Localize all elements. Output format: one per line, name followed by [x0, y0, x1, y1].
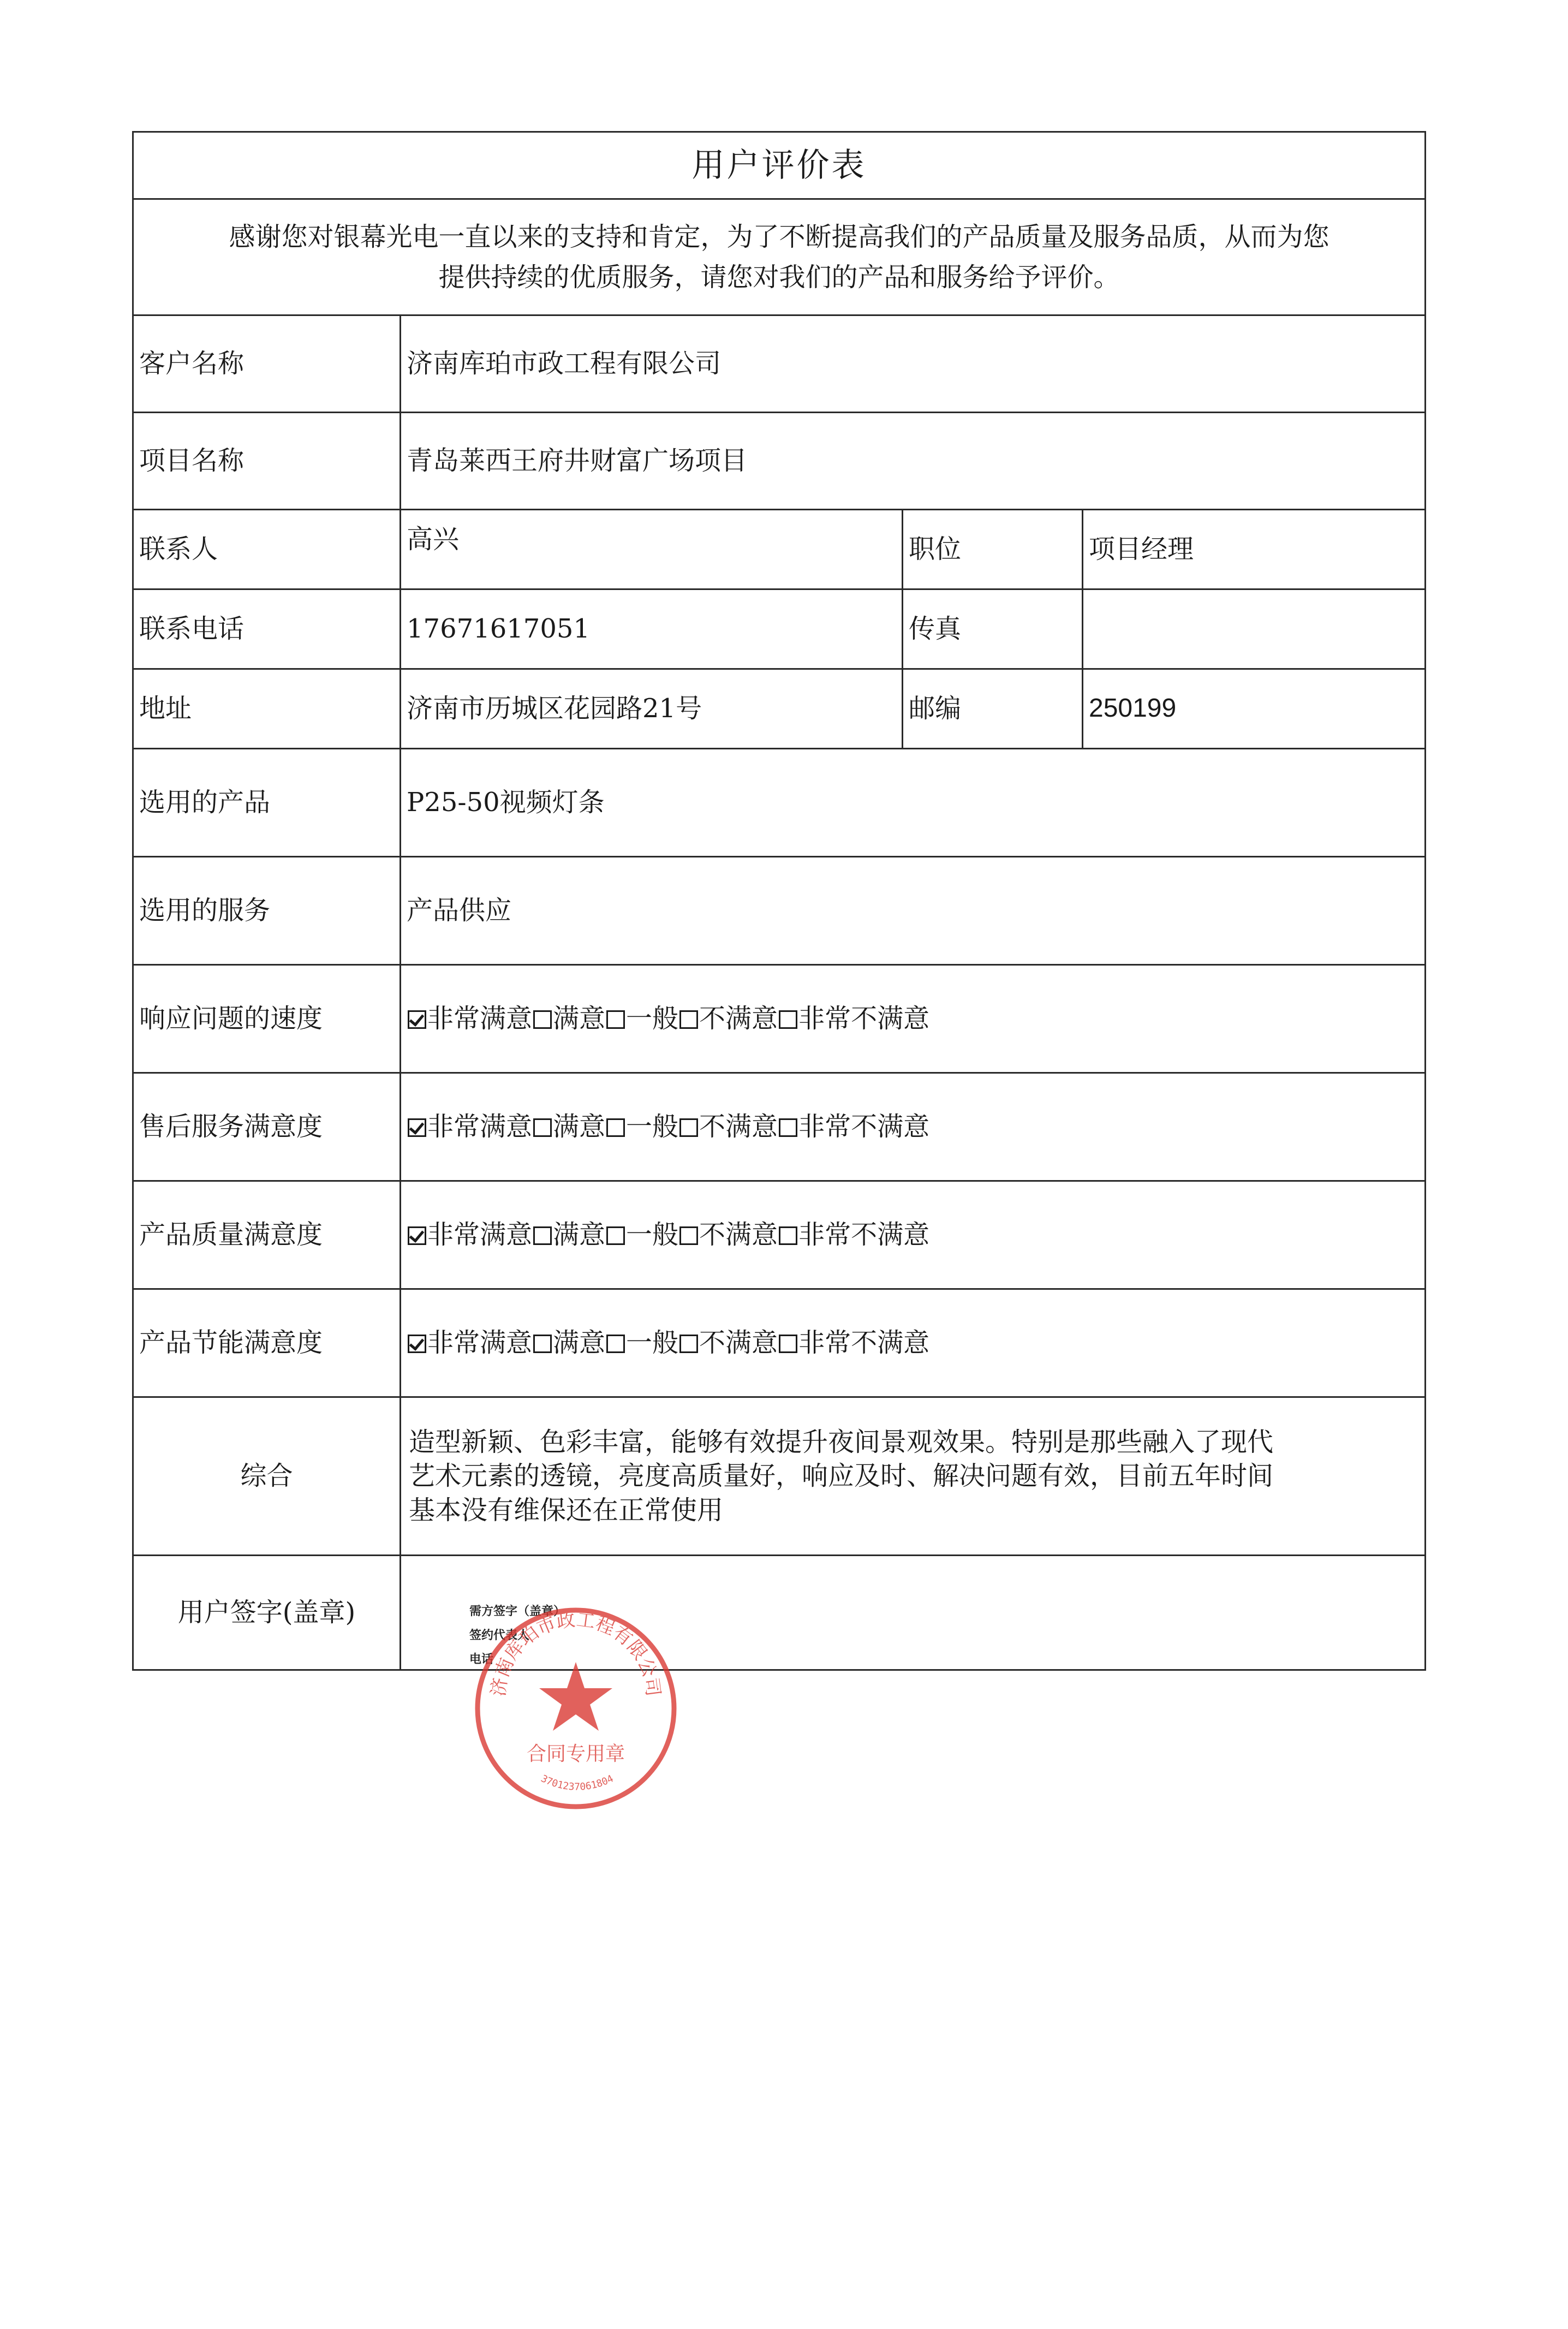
rating-options	[401, 1073, 1426, 1181]
rating-row	[133, 1073, 1426, 1181]
postcode-value: 250199	[1083, 669, 1426, 749]
signature-label: 用户签字(盖章)	[133, 1556, 401, 1670]
checkbox-icon[interactable]	[606, 1226, 625, 1245]
fax-label: 传真	[903, 589, 1083, 669]
signature-line-1: 需方签字（盖章）	[469, 1604, 566, 1618]
rating-options	[401, 1289, 1426, 1397]
checkbox-icon[interactable]	[679, 1226, 698, 1245]
phone-value: 17671617051	[401, 589, 903, 669]
checkbox-icon[interactable]	[679, 1335, 698, 1353]
rating-option-label: 非常满意	[427, 1219, 533, 1250]
checkbox-icon[interactable]	[606, 1010, 625, 1029]
rating-row	[133, 1289, 1426, 1397]
product-value: P25-50视频灯条	[401, 749, 1426, 857]
rating-row	[133, 1181, 1426, 1289]
rating-option-label: 满意	[553, 1003, 606, 1034]
checkbox-icon[interactable]	[408, 1226, 426, 1245]
summary-label: 综合	[133, 1397, 401, 1556]
contact-value: 高兴	[401, 510, 903, 589]
rating-options	[401, 1181, 1426, 1289]
seal-company-text: 济南库珀市政工程有限公司	[487, 1609, 664, 1698]
rating-option-label: 满意	[553, 1219, 606, 1250]
signature-line-3: 电话	[469, 1652, 494, 1666]
project-name-label: 项目名称	[133, 413, 401, 510]
rating-option-label: 不满意	[699, 1111, 778, 1142]
intro-text	[133, 199, 1426, 315]
rating-label: 产品节能满意度	[133, 1289, 401, 1397]
product-label: 选用的产品	[133, 749, 401, 857]
rating-option-label: 满意	[553, 1327, 606, 1359]
intro-line-2: 提供持续的优质服务，请您对我们的产品和服务给予评价。	[438, 262, 1120, 293]
rating-option-label: 满意	[553, 1111, 606, 1142]
checkbox-icon[interactable]	[533, 1335, 552, 1353]
rating-option-label: 非常满意	[427, 1111, 533, 1142]
rating-option-label: 不满意	[699, 1327, 778, 1359]
intro-line-1: 感谢您对银幕光电一直以来的支持和肯定，为了不断提高我们的产品质量及服务品质，从而为您	[229, 221, 1329, 252]
signature-line-2: 签约代表人	[469, 1628, 530, 1642]
rating-option-label: 非常不满意	[798, 1219, 930, 1250]
checkbox-icon[interactable]	[779, 1335, 797, 1353]
checkbox-icon[interactable]	[408, 1010, 426, 1029]
checkbox-icon[interactable]	[408, 1118, 426, 1137]
seal-center-text: 合同专用章	[526, 1743, 625, 1765]
rating-option-label: 非常满意	[427, 1003, 533, 1034]
position-label: 职位	[903, 510, 1083, 589]
rating-option-label: 不满意	[699, 1219, 778, 1250]
checkbox-icon[interactable]	[779, 1226, 797, 1245]
rating-option-label: 非常不满意	[798, 1111, 930, 1142]
contact-label: 联系人	[133, 510, 401, 589]
checkbox-icon[interactable]	[779, 1010, 797, 1029]
seal-code-text: 3701237061804	[539, 1773, 616, 1793]
rating-row	[133, 965, 1426, 1073]
phone-label: 联系电话	[133, 589, 401, 669]
rating-option-label: 非常满意	[427, 1327, 533, 1359]
service-value: 产品供应	[401, 857, 1426, 965]
rating-option-label: 一般	[626, 1219, 679, 1250]
rating-label: 产品质量满意度	[133, 1181, 401, 1289]
checkbox-icon[interactable]	[606, 1335, 625, 1353]
position-value: 项目经理	[1083, 510, 1426, 589]
rating-option-label: 非常不满意	[798, 1003, 930, 1034]
checkbox-icon[interactable]	[779, 1118, 797, 1137]
customer-name-value: 济南库珀市政工程有限公司	[401, 315, 1426, 413]
address-value: 济南市历城区花园路21号	[401, 669, 903, 749]
rating-label: 售后服务满意度	[133, 1073, 401, 1181]
star-icon	[539, 1662, 612, 1731]
summary-line-2: 艺术元素的透镜，亮度高质量好，响应及时、解决问题有效，目前五年时间	[409, 1461, 1274, 1492]
summary-text	[401, 1397, 1426, 1556]
address-label: 地址	[133, 669, 401, 749]
checkbox-icon[interactable]	[679, 1118, 698, 1137]
checkbox-icon[interactable]	[533, 1010, 552, 1029]
summary-line-3: 基本没有维保还在正常使用	[409, 1494, 724, 1526]
checkbox-icon[interactable]	[533, 1226, 552, 1245]
checkbox-icon[interactable]	[679, 1010, 698, 1029]
company-seal	[469, 1602, 682, 1815]
checkbox-icon[interactable]	[606, 1118, 625, 1137]
project-name-value: 青岛莱西王府井财富广场项目	[401, 413, 1426, 510]
checkbox-icon[interactable]	[533, 1118, 552, 1137]
rating-option-label: 一般	[626, 1327, 679, 1359]
rating-option-label: 一般	[626, 1111, 679, 1142]
form-title: 用户评价表	[133, 132, 1426, 199]
evaluation-form-table	[132, 131, 1426, 1671]
seal-graphic	[478, 1609, 674, 1807]
rating-option-label: 非常不满意	[798, 1327, 930, 1359]
rating-option-label: 不满意	[699, 1003, 778, 1034]
rating-label: 响应问题的速度	[133, 965, 401, 1073]
customer-name-label: 客户名称	[133, 315, 401, 413]
service-label: 选用的服务	[133, 857, 401, 965]
summary-line-1: 造型新颖、色彩丰富，能够有效提升夜间景观效果。特别是那些融入了现代	[409, 1426, 1274, 1457]
checkbox-icon[interactable]	[408, 1335, 426, 1353]
rating-option-label: 一般	[626, 1003, 679, 1034]
fax-value	[1083, 589, 1426, 669]
rating-options	[401, 965, 1426, 1073]
postcode-label: 邮编	[903, 669, 1083, 749]
